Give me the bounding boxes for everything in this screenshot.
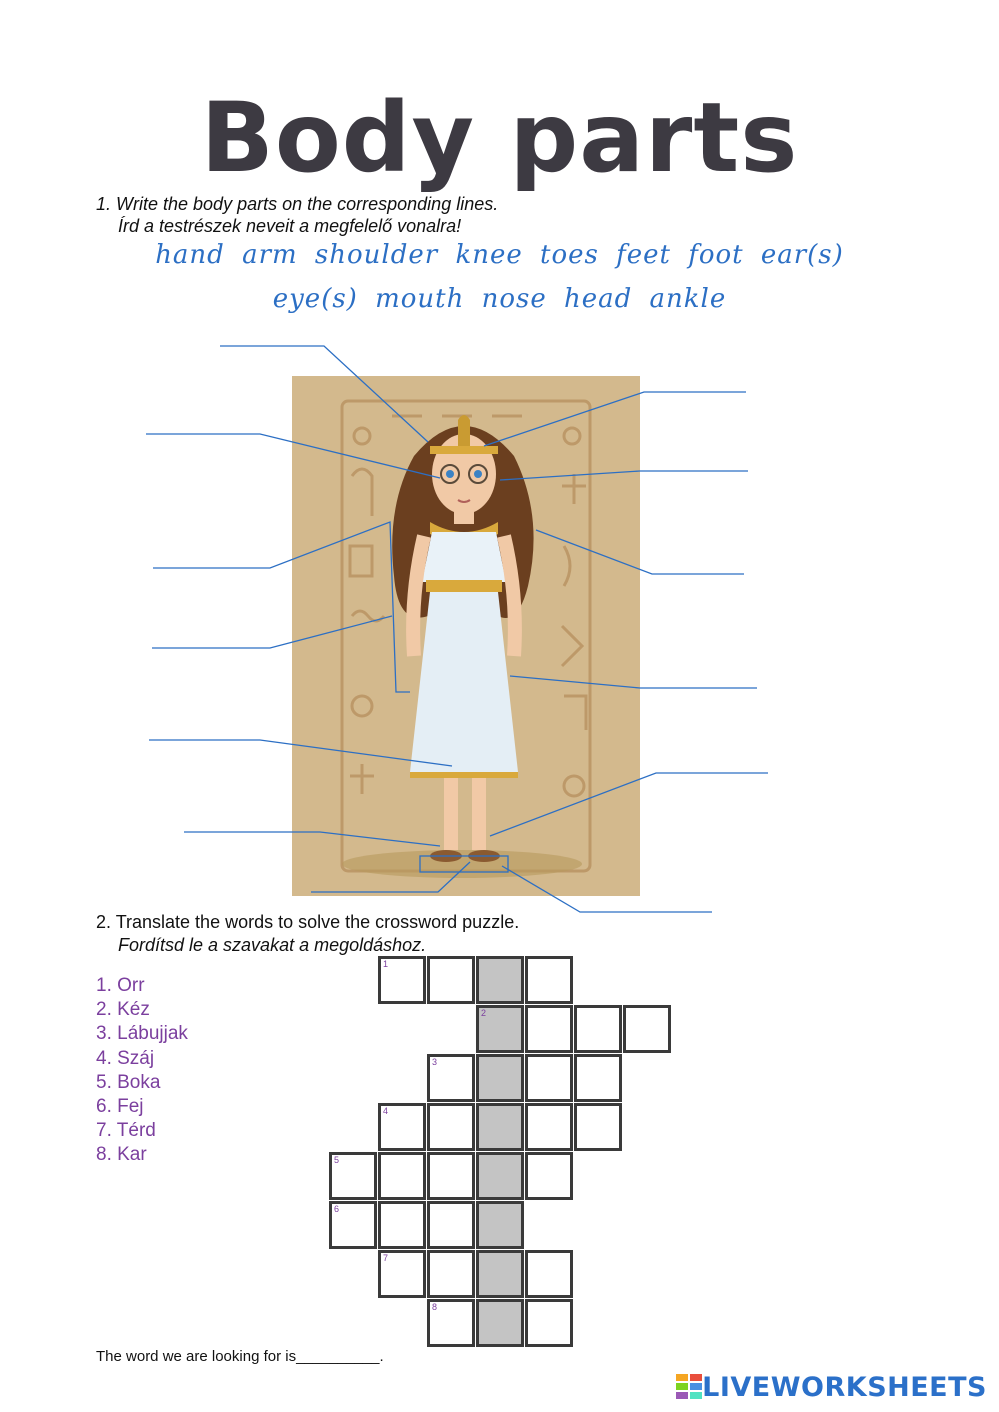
crossword-cell[interactable] — [427, 1201, 475, 1249]
page-title: Body parts — [200, 82, 799, 194]
word-bank-row-1: hand arm shoulder knee toes feet foot ear(s) — [155, 240, 844, 270]
crossword-key-cell[interactable] — [476, 1201, 524, 1249]
word-bank-row-2: eye(s) mouth nose head ankle — [272, 284, 727, 314]
crossword-key-cell[interactable] — [476, 1250, 524, 1298]
crossword-key-cell[interactable] — [476, 956, 524, 1004]
clue-number: 6 — [334, 1204, 340, 1214]
clue-item: 6. Fej — [96, 1096, 144, 1118]
clue-number: 5 — [334, 1155, 340, 1165]
crossword-key-cell[interactable] — [476, 1152, 524, 1200]
clue-number: 2 — [481, 1008, 487, 1018]
crossword-cell[interactable] — [378, 1250, 426, 1298]
crossword-cell[interactable] — [574, 1005, 622, 1053]
clue-item: 8. Kar — [96, 1144, 147, 1166]
logo-blocks-icon — [676, 1374, 702, 1400]
logo-text: LIVEWORKSHEETS — [702, 1371, 987, 1403]
crossword-cell[interactable] — [525, 1299, 573, 1347]
instruction-2-hu: Fordítsd le a szavakat a megoldáshoz. — [118, 935, 427, 955]
crossword-cell[interactable] — [329, 1152, 377, 1200]
clue-item: 3. Lábujjak — [96, 1023, 188, 1045]
clue-item: 5. Boka — [96, 1071, 161, 1093]
crossword-key-cell[interactable] — [476, 1005, 524, 1053]
crossword-cell[interactable] — [427, 1250, 475, 1298]
crossword-cell[interactable] — [427, 1152, 475, 1200]
crossword-cell[interactable] — [525, 1103, 573, 1151]
crossword-cell[interactable] — [525, 1152, 573, 1200]
clue-item: 2. Kéz — [96, 999, 150, 1021]
crossword-cell[interactable] — [329, 1201, 377, 1249]
crossword-cell[interactable] — [525, 1005, 573, 1053]
crossword-cell[interactable] — [525, 1250, 573, 1298]
crossword-cell[interactable] — [378, 1152, 426, 1200]
instruction-2-en: 2. Translate the words to solve the crossword puzzle. — [96, 912, 520, 932]
crossword-key-cell[interactable] — [476, 1299, 524, 1347]
crossword-key-cell[interactable] — [476, 1054, 524, 1102]
crossword-cell[interactable] — [427, 1103, 475, 1151]
clue-item: 4. Száj — [96, 1047, 155, 1069]
crossword-key-cell[interactable] — [476, 1103, 524, 1151]
instruction-1-en: 1. Write the body parts on the corresponding lines. — [96, 194, 499, 214]
crossword-cell[interactable] — [427, 1299, 475, 1347]
crossword-cell[interactable] — [378, 1103, 426, 1151]
crossword-cell[interactable] — [378, 956, 426, 1004]
crossword-cell[interactable] — [574, 1103, 622, 1151]
crossword-cell[interactable] — [525, 956, 573, 1004]
crossword-cell[interactable] — [427, 956, 475, 1004]
clue-item: 1. Orr — [96, 975, 145, 996]
instruction-1-hu: Írd a testrészek neveit a megfelelő vonalra! — [118, 216, 462, 236]
clue-number: 7 — [383, 1253, 389, 1263]
clue-number: 4 — [383, 1106, 389, 1116]
final-answer-sentence: The word we are looking for is__________. — [96, 1348, 384, 1365]
crossword-cell[interactable] — [378, 1201, 426, 1249]
clue-number: 1 — [383, 959, 389, 969]
crossword-cell[interactable] — [427, 1054, 475, 1102]
crossword-cell[interactable] — [574, 1054, 622, 1102]
clue-list — [96, 974, 188, 1168]
crossword-cell[interactable] — [525, 1054, 573, 1102]
clue-number: 8 — [432, 1302, 438, 1312]
crossword-cell[interactable] — [623, 1005, 671, 1053]
clue-item: 7. Térd — [96, 1120, 156, 1142]
liveworksheets-logo — [676, 1372, 987, 1402]
clue-number: 3 — [432, 1057, 438, 1067]
